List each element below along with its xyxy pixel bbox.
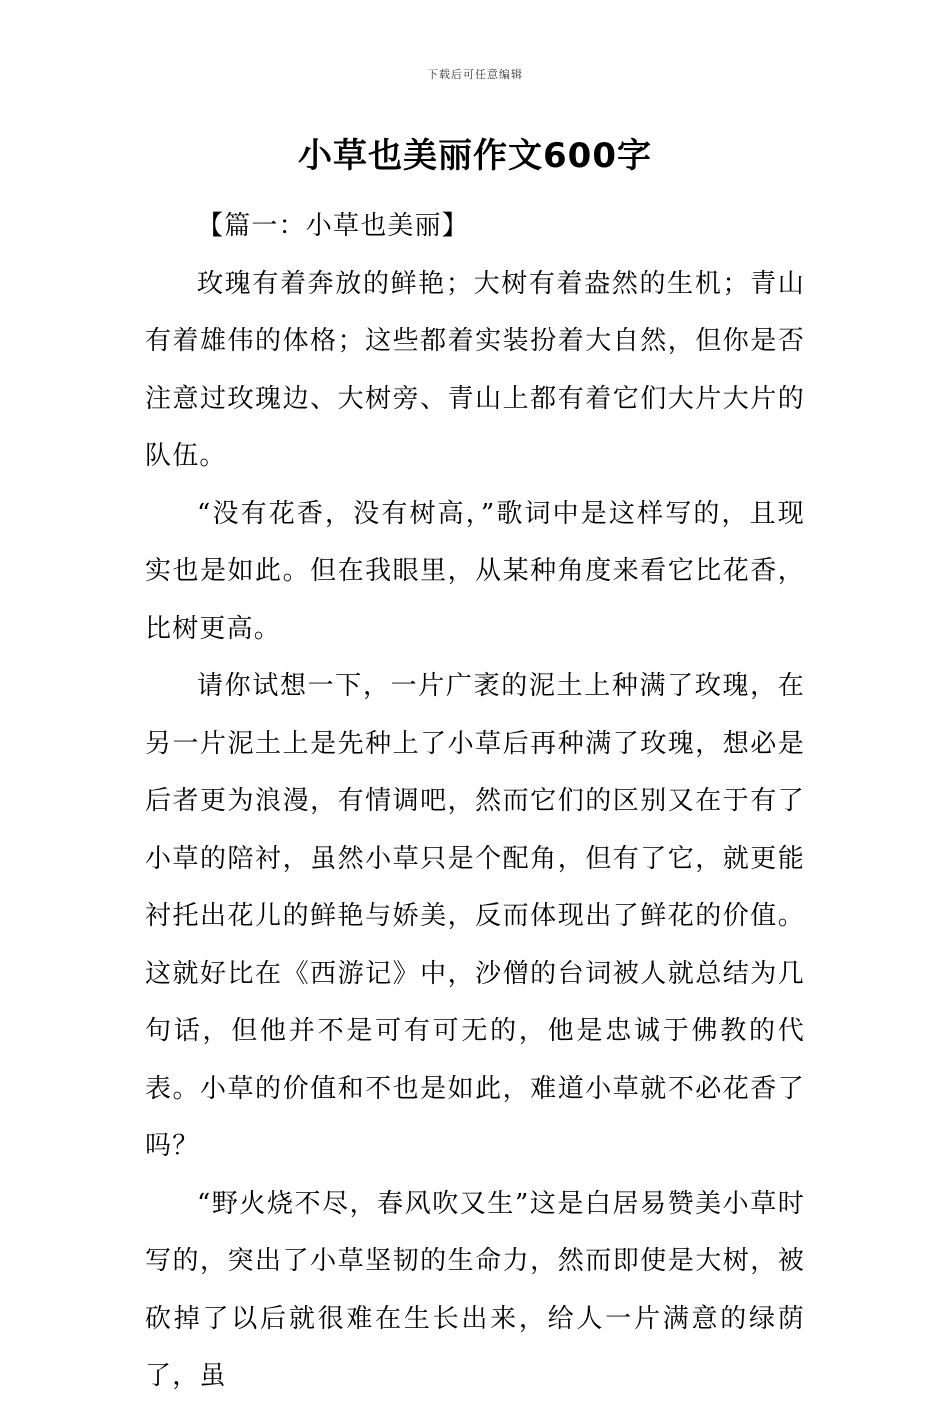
document-title: 小草也美丽作文600字: [298, 136, 652, 176]
paragraph: 玫瑰有着奔放的鲜艳；大树有着盎然的生机；青山有着雄伟的体格；这些都着实装扮着大自然，但你是否注意过玫瑰边、大树旁、青山上都有着它们大片大片的队伍。: [145, 268, 805, 471]
paragraph: “没有花香，没有树高，”歌词中是这样写的，且现实也是如此。但在我眼里，从某种角度来看它比花香，比树更高。: [145, 498, 805, 644]
paragraph: 请你试想一下，一片广袤的泥土上种满了玫瑰，在另一片泥土上是先种上了小草后再种满了玫瑰，想必是后者更为浪漫，有情调吧，然而它们的区别又在于有了小草的陪衬，虽然小草只是个配角，但有了它，就更能衬托出花儿的鲜艳与娇美，反而体现出了鲜花的价值。这就好比在《西游记》中，沙僧的台词被人就总结为几句话，但他并不是可有可无的，他是忠诚于佛教的代表。小草的价值和不也是如此，难道小草就不必花香了吗？: [145, 671, 805, 1161]
section-heading: 【篇一：小草也美丽】: [197, 211, 470, 241]
paragraph: “野火烧不尽，春风吹又生”这是白居易赞美小草时写的，突出了小草坚韧的生命力，然而即使是大树，被砍掉了以后就很难在生长出来，给人一片满意的绿荫了，虽: [145, 1188, 805, 1391]
header-note: 下载后可任意编辑: [427, 68, 523, 81]
document-body: [145, 198, 805, 1406]
